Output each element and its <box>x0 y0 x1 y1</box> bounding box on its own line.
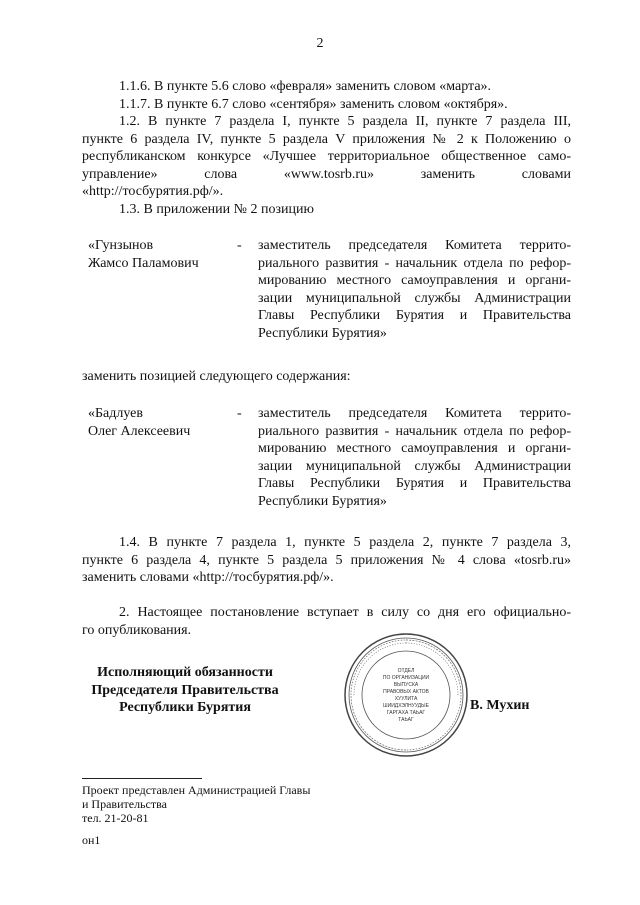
paragraph-line: «http://тосбурятия.рф/». <box>82 184 224 199</box>
paragraph-2 <box>82 604 571 639</box>
paragraph-line: заменить словами «http://тосбурятия.рф/». <box>82 570 334 585</box>
paragraph-line: 2. Настоящее постановление вступает в силу со дня его официально- <box>119 605 571 620</box>
position-new-description: заместитель председателя Комитета террито- риального развития - начальник отдела по рефор- мированию местного самоуправления и органи- зации муниципальной службы Администрации Главы Республики Бурятия и Правительства Республики Бурятия» <box>258 406 571 509</box>
paragraph-line: республиканском конкурсе «Лучшее территориальное общественное само- <box>82 149 571 164</box>
stamp-text: ВЫПУСКА <box>393 682 419 688</box>
paragraph-1-3: 1.3. В приложении № 2 позицию <box>119 202 314 217</box>
position-old-name: «Гунзынов Жамсо Паламович <box>88 238 199 271</box>
paragraph-line: управление» слова «www.tosrb.ru» заменить словами <box>82 166 571 182</box>
paragraph-1-1-6: 1.1.6. В пункте 5.6 слово «февраля» заменить словом «марта». <box>119 79 492 94</box>
stamp-text: ГАРГАХА ТАЬАГ <box>386 710 426 716</box>
footnote: Проект представлен Администрацией Главы и Правительства тел. 21-20-81 <box>82 783 311 825</box>
position-new-dash: - <box>237 406 242 421</box>
paragraph-1-4 <box>82 534 571 587</box>
stamp-text: ХУУЛИТА <box>394 696 418 702</box>
stamp-text: ПО ОРГАНИЗАЦИИ <box>382 675 430 681</box>
footnote-divider <box>82 778 202 779</box>
stamp-text: ПРАВОВЫХ АКТОВ <box>383 689 429 695</box>
position-new <box>82 405 571 515</box>
stamp-text: ШИИДХЭЛНУУДЫЕ <box>383 703 429 709</box>
position-new-name: «Бадлуев Олег Алексеевич <box>88 406 191 439</box>
paragraph-line: пункте 6 раздела 4, пункте 5 раздела 5 приложения № 4 слова «tosrb.ru» <box>82 552 571 568</box>
paragraph-line: пункте 6 раздела IV, пункте 5 раздела V приложения № 2 к Положению о <box>82 131 571 147</box>
document-code: он1 <box>82 833 101 847</box>
paragraph-line: 1.4. В пункте 7 раздела 1, пункте 5 раздела 2, пункте 7 раздела 3, <box>119 535 571 550</box>
paragraph-line: го опубликования. <box>82 622 192 638</box>
replace-text: заменить позицией следующего содержания: <box>82 369 351 384</box>
stamp-text: ТАЬАГ <box>398 717 414 723</box>
paragraph-1-2 <box>82 113 571 201</box>
paragraph-line: 1.2. В пункте 7 раздела I, пункте 5 раздела II, пункте 7 раздела III, <box>119 114 571 129</box>
signatory-title: Исполняющий обязанности Председателя Правительства Республики Бурятия <box>91 665 279 715</box>
position-old <box>82 237 571 347</box>
page-number: 2 <box>316 36 324 51</box>
paragraph-1-1-7: 1.1.7. В пункте 6.7 слово «сентября» заменить словом «октября». <box>119 97 508 112</box>
stamp-text: ОТДЕЛ <box>397 668 415 674</box>
position-old-description: заместитель председателя Комитета террито- риального развития - начальник отдела по рефор- мированию местного самоуправления и органи- зации муниципальной службы Администрации Главы Республики Бурятия и Правительства Республики Бурятия» <box>258 238 571 341</box>
signatory-name: В. Мухин <box>470 698 530 713</box>
official-stamp <box>343 632 469 758</box>
position-old-dash: - <box>237 238 242 253</box>
